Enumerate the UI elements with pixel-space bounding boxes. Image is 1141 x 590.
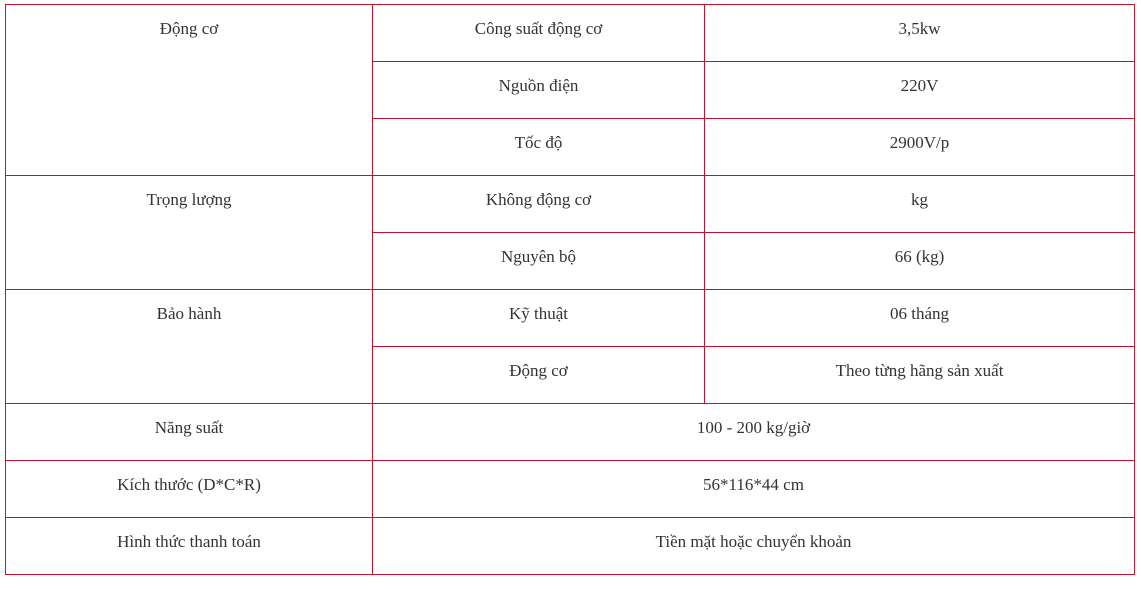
capacity-value: 100 - 200 kg/giờ	[373, 404, 1135, 461]
weight-full-label: Nguyên bộ	[373, 233, 705, 290]
engine-source-value: 220V	[705, 62, 1135, 119]
spec-table	[5, 4, 1135, 575]
engine-source-label: Nguồn điện	[373, 62, 705, 119]
payment-value: Tiền mặt hoặc chuyển khoản	[373, 518, 1135, 575]
engine-power-value: 3,5kw	[705, 5, 1135, 62]
weight-group-label: Trọng lượng	[6, 176, 373, 290]
dimensions-label: Kích thước (D*C*R)	[6, 461, 373, 518]
table-row	[6, 290, 1135, 347]
payment-label: Hình thức thanh toán	[6, 518, 373, 575]
engine-power-label: Công suất động cơ	[373, 5, 705, 62]
table-row	[6, 461, 1135, 518]
warranty-group-label: Bảo hành	[6, 290, 373, 404]
warranty-technical-label: Kỹ thuật	[373, 290, 705, 347]
engine-speed-label: Tốc độ	[373, 119, 705, 176]
weight-no-engine-label: Không động cơ	[373, 176, 705, 233]
warranty-engine-value: Theo từng hãng sản xuất	[705, 347, 1135, 404]
weight-full-value: 66 (kg)	[705, 233, 1135, 290]
table-row	[6, 404, 1135, 461]
warranty-engine-label: Động cơ	[373, 347, 705, 404]
weight-no-engine-value: kg	[705, 176, 1135, 233]
table-row	[6, 5, 1135, 62]
engine-group-label: Động cơ	[6, 5, 373, 176]
dimensions-value: 56*116*44 cm	[373, 461, 1135, 518]
engine-speed-value: 2900V/p	[705, 119, 1135, 176]
capacity-label: Năng suất	[6, 404, 373, 461]
table-row	[6, 176, 1135, 233]
table-row	[6, 518, 1135, 575]
warranty-technical-value: 06 tháng	[705, 290, 1135, 347]
